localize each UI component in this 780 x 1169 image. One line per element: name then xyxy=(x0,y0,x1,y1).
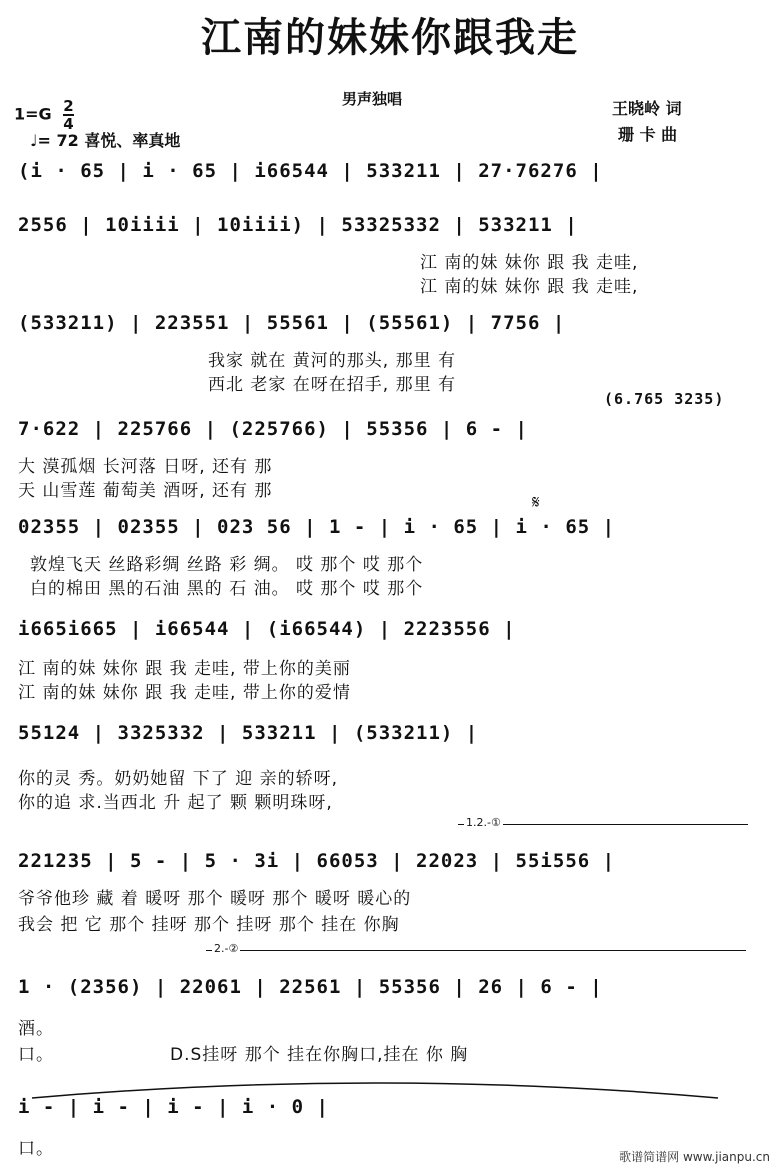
notation-row-4: 7·622 | 225766 | (225766) | 55356 | 6 - | xyxy=(18,418,528,440)
lyric-row-7-verse-1: 你的灵 秀。奶奶她留 下了 迎 亲的轿呀, xyxy=(18,769,339,789)
performance-type: 男声独唱 xyxy=(342,90,403,108)
key-label: 1=G xyxy=(14,104,52,124)
notation-row-5: 02355 | 02355 | 023 56 | 1 - | i · 65 | i · 65 | xyxy=(18,516,616,538)
site-watermark: 歌谱简谱网 www.jianpu.cn xyxy=(619,1150,770,1164)
lyric-row-4-verse-2: 天 山雪莲 葡萄美 酒呀, 还有 那 xyxy=(18,481,273,501)
volta-2-label: 2.-② xyxy=(214,942,239,955)
lyric-row-5-verse-1: 敦煌飞天 丝路彩绸 丝路 彩 绸。 哎 那个 哎 那个 xyxy=(30,555,424,575)
lyric-row-3-verse-2: 西北 老家 在呀在招手, 那里 有 xyxy=(208,375,457,395)
time-signature-bottom: 4 xyxy=(63,115,74,133)
time-signature-top: 2 xyxy=(63,97,74,115)
volta-2-bracket xyxy=(206,950,746,951)
lyric-row-9-ds: D.S挂呀 那个 挂在你胸口,挂在 你 胸 xyxy=(170,1045,469,1065)
notation-row-7: 55124 | 3325332 | 533211 | (533211) | xyxy=(18,722,479,744)
notation-row-1: (i · 65 | i · 65 | i66544 | 533211 | 27·76276 | xyxy=(18,160,603,182)
segno-sign: 𝄋 xyxy=(532,492,540,513)
notation-row-10: i - | i - | i - | i · 0 | xyxy=(18,1096,329,1118)
notation-row-8: 221235 | 5 - | 5 · 3i | 66053 | 22023 | 55i556 | xyxy=(18,850,616,872)
composer-credit: 珊 卡 曲 xyxy=(618,125,678,144)
volta-1-label: 1.2.-① xyxy=(466,816,501,829)
lyric-row-2-verse-2: 江 南的妹 妹你 跟 我 走哇, xyxy=(420,277,639,297)
lyric-row-8-verse-2: 我会 把 它 那个 挂呀 那个 挂呀 那个 挂在 你胸 xyxy=(18,915,400,935)
lyric-row-9-verse-2: 口。 xyxy=(18,1045,54,1065)
notation-row-2: 2556 | 10iiii | 10iiii) | 53325332 | 533211 | xyxy=(18,214,578,236)
lyric-row-5-verse-2: 白的棉田 黑的石油 黑的 石 油。 哎 那个 哎 那个 xyxy=(30,579,424,599)
lyric-row-8-verse-1: 爷爷他珍 藏 着 暖呀 那个 暖呀 那个 暖呀 暖心的 xyxy=(18,889,412,909)
lyric-row-9-verse-1: 酒。 xyxy=(18,1019,54,1039)
time-signature xyxy=(63,98,73,132)
notation-row-4-ossia: (6.765 3235) xyxy=(604,390,725,408)
song-title: 江南的妹妹你跟我走 xyxy=(201,14,579,61)
key-signature xyxy=(14,98,74,132)
tempo-marking: ♩= 72 喜悦、率真地 xyxy=(30,131,181,150)
lyric-row-10: 口。 xyxy=(18,1139,54,1159)
notation-row-3: (533211) | 223551 | 55561 | (55561) | 7756 | xyxy=(18,312,566,334)
lyricist-credit: 王晓岭 词 xyxy=(612,99,682,118)
lyric-row-6-verse-2: 江 南的妹 妹你 跟 我 走哇, 带上你的爱情 xyxy=(18,683,351,703)
lyric-row-6-verse-1: 江 南的妹 妹你 跟 我 走哇, 带上你的美丽 xyxy=(18,659,351,679)
notation-row-6: i665i665 | i66544 | (i66544) | 2223556 | xyxy=(18,618,516,640)
lyric-row-2-verse-1: 江 南的妹 妹你 跟 我 走哇, xyxy=(420,253,639,273)
lyric-row-7-verse-2: 你的追 求.当西北 升 起了 颗 颗明珠呀, xyxy=(18,793,333,813)
lyric-row-4-verse-1: 大 漠孤烟 长河落 日呀, 还有 那 xyxy=(18,457,273,477)
notation-row-9: 1 · (2356) | 22061 | 22561 | 55356 | 26 | 6 - | xyxy=(18,976,603,998)
lyric-row-3-verse-1: 我家 就在 黄河的那头, 那里 有 xyxy=(208,351,457,371)
